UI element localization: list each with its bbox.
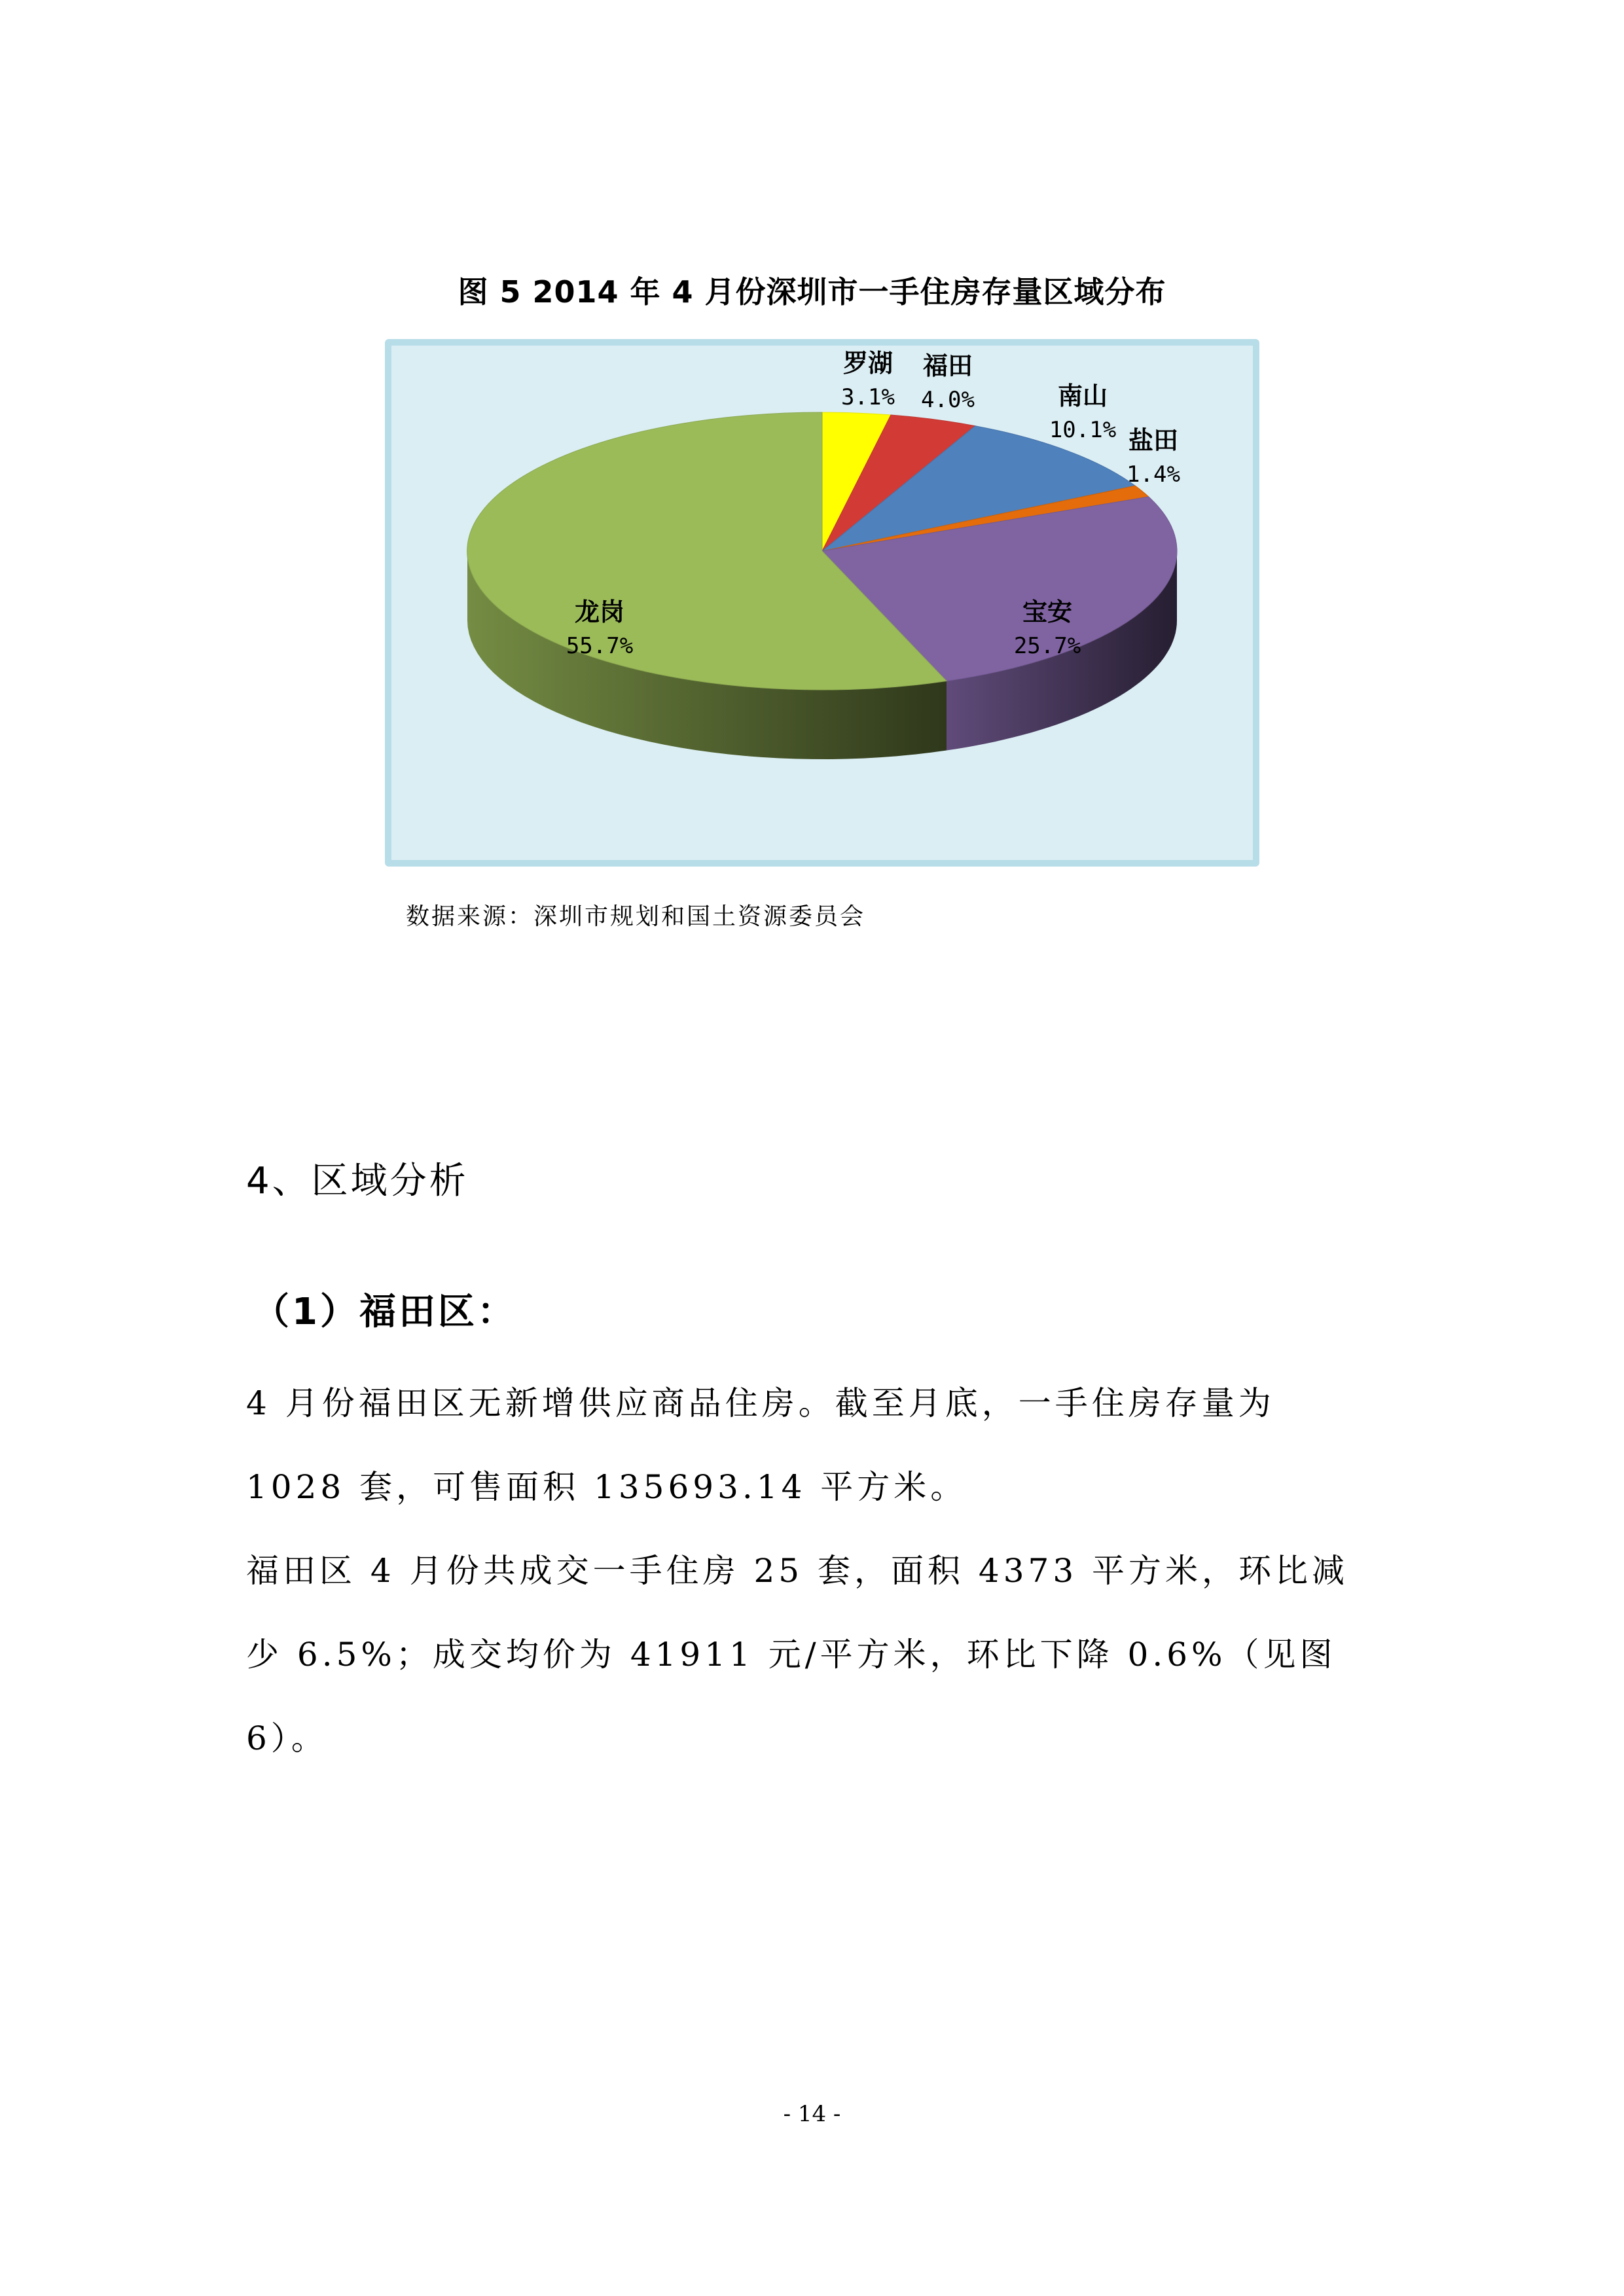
pie-chart-frame: [385, 339, 1259, 867]
pie-label-盐田: 盐田: [1128, 426, 1179, 455]
pie-chart: [391, 346, 1253, 860]
figure-title: 图 5 2014 年 4 月份深圳市一手住房存量区域分布: [458, 274, 1166, 310]
pie-label-宝安: 宝安: [1022, 598, 1073, 626]
subsection-heading: （1）福田区：: [253, 1291, 516, 1333]
pie-label-罗湖: 罗湖: [842, 349, 893, 378]
pie-label-福田: 福田: [922, 351, 973, 380]
paragraph-supply: 4 月份福田区无新增供应商品住房。截至月底，一手住房存量为 1028 套，可售面积 135693.14 平方米。: [246, 1384, 1275, 1506]
section-heading: 4、区域分析: [246, 1160, 469, 1202]
paragraph-transactions: 福田区 4 月份共成交一手住房 25 套，面积 4373 平方米，环比减少 6.5%；成交均价为 41911 元/平方米，环比下降 0.6%（见图 6）。: [246, 1552, 1349, 1757]
pie-value-龙岗: 55.7%: [566, 633, 634, 659]
pie-value-盐田: 1.4%: [1127, 461, 1180, 488]
pie-label-南山: 南山: [1057, 382, 1108, 410]
pie-value-福田: 4.0%: [921, 387, 975, 413]
page-number: - 14 -: [783, 2101, 841, 2127]
data-source-note: 数据来源：深圳市规划和国土资源委员会: [406, 903, 866, 930]
pie-value-宝安: 25.7%: [1013, 633, 1081, 659]
pie-label-龙岗: 龙岗: [574, 598, 625, 626]
pie-value-南山: 10.1%: [1049, 417, 1117, 443]
pie-value-罗湖: 3.1%: [841, 384, 895, 410]
